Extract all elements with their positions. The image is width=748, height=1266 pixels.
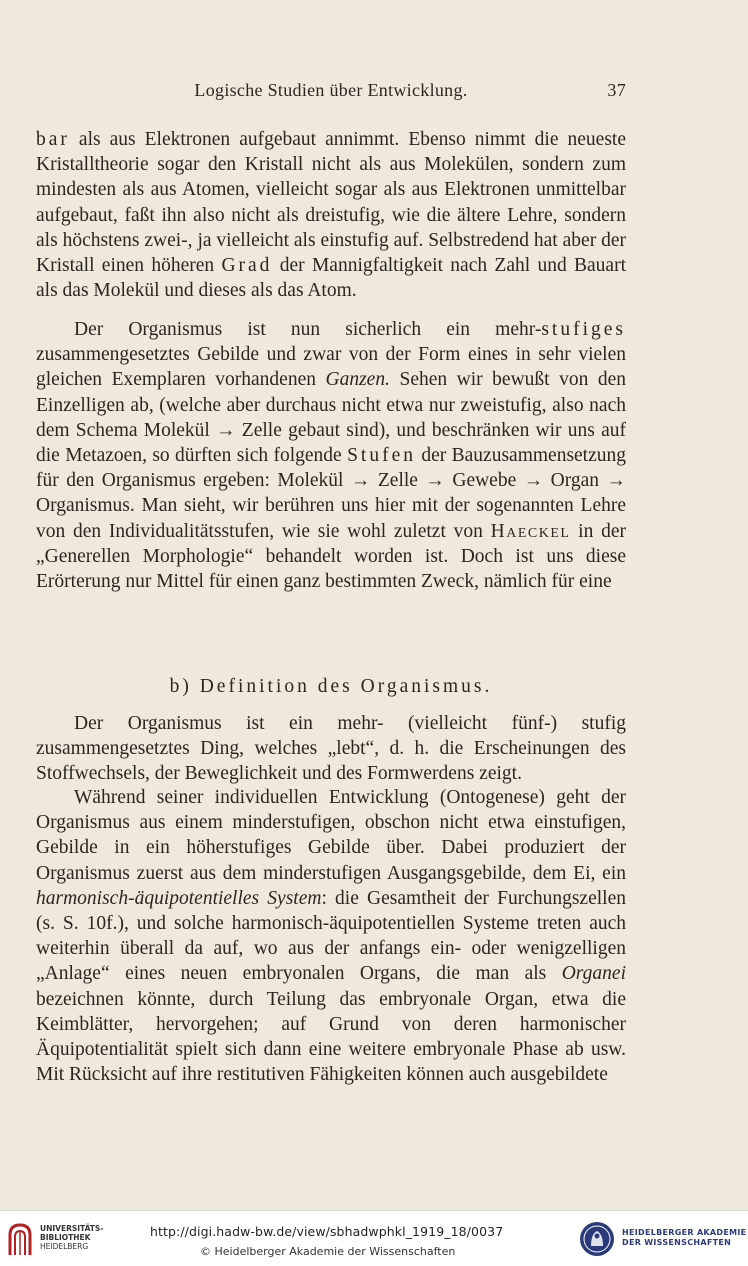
paragraph-3 <box>36 711 626 787</box>
academy-line-2: DER WISSENSCHAFTEN <box>622 1238 732 1247</box>
para2-text-d: der Bauzusammensetzung für den Organismus ergeben: Molekül → Zelle → Gewebe → Organ → Organismus. Man sieht, wir berühren uns hier mit der sogenannten Lehre von den Individualitätsstufen, wie sie wohl zuletzt von <box>36 445 627 542</box>
spaced-word-grad: Grad <box>221 255 273 277</box>
italic-system: harmonisch-äquipotentielles System <box>36 887 322 909</box>
university-line-3: HEIDELBERG <box>40 1242 89 1251</box>
italic-organei: Organei <box>561 963 626 985</box>
permalink-url[interactable]: http://digi.hadw-bw.de/view/sbhadwphkl_1919_18/0037 <box>150 1224 504 1239</box>
academy-line-1: HEIDELBERGER AKADEMIE <box>622 1228 747 1237</box>
university-line-1: UNIVERSITÄTS- <box>40 1224 104 1233</box>
para4-text-b: : die Gesamtheit der Furchungszellen (s. S. 10f.), und solche harmonisch-äquipotentiellen Systeme treten auch weiterhin überall da auf, wo aus der anfangs ein- oder wenigzelligen „Anlage“ eines neuen embryonalen Organs, die man als <box>36 887 626 985</box>
para4-text-c: bezeichnen könnte, durch Teilung das embryonale Organ, etwa die Keimblätter, hervorgehen; auf Grund von deren harmonischer Äquipotentialität spielt sich dann eine weitere embryonale Phase ab usw. Mit Rücksicht auf ihre restitutiven Fähigkeiten können auch ausgebildete <box>36 988 626 1086</box>
para4-text-a: Während seiner individuellen Entwicklung (Ontogenese) geht der Organismus aus einem minderstufigen, obschon nicht etwa einstufigen, Gebilde in ein höherstufiges Gebilde über. Dabei produziert der Organismus zuerst aus dem minderstufigen Ausgangsgebilde, dem Ei, ein <box>36 787 626 884</box>
university-library-logo-icon <box>6 1221 34 1257</box>
italic-ganzen: Ganzen. <box>325 369 390 391</box>
smallcaps-haeckel: Haeckel <box>490 520 571 542</box>
para2-text-e: in der „Generellen Morphologie“ behandelt worden ist. Doch ist uns diese Erörterung nur Mittel für einen ganz bestimmten Zweck, nämlich für eine <box>36 520 626 593</box>
copyright-notice: © Heidelberger Akademie der Wissenschaften <box>200 1245 456 1258</box>
academy-name <box>622 1228 746 1248</box>
para2-text-c: Sehen wir bewußt von den Einzelligen ab, (welche aber durchaus nicht etwa nur zweistufig, also nach dem Schema Molekül → Zelle gebaut sind), und beschränken wir uns auf die Metazoen, so dürften sich folgende <box>36 369 626 467</box>
academy-seal-icon <box>578 1220 616 1258</box>
para3-text: Der Organismus ist ein mehr- (vielleicht fünf-) stufig zusammengesetztes Ding, welches „lebt“, d. h. die Erscheinungen des Stoffwechsels, der Beweglichkeit und des Formwerdens zeigt. <box>36 713 626 785</box>
paragraph-2 <box>36 317 626 594</box>
spaced-word-stufen: Stufen <box>347 445 416 467</box>
para1-text-b: der Mannigfaltigkeit nach Zahl und Bauart als das Molekül und dieses als das Atom. <box>36 255 626 302</box>
running-head <box>36 80 626 104</box>
page-number: 37 <box>607 80 626 100</box>
para2-text-a: Der Organismus ist nun sicherlich ein mehr- <box>74 319 542 340</box>
spaced-word-bar: bar <box>36 129 70 150</box>
paragraph-4 <box>36 785 626 1087</box>
spaced-word-stufiges: stufiges <box>541 319 626 340</box>
running-head-title: Logische Studien über Entwicklung. <box>194 80 468 100</box>
university-library-name <box>40 1224 103 1251</box>
paragraph-1 <box>36 127 626 303</box>
footer-bar <box>0 1210 748 1266</box>
para1-text-a: als aus Elektronen aufgebaut annimmt. Ebenso nimmt die neueste Kristalltheorie sogar den Kristall nicht als aus Molekülen, sondern zum mindesten als aus Atomen, vielleicht sogar als aus Elektronen unmittelbar aufgebaut, faßt ihn also nicht als dreistufig, wie die ältere Lehre, sondern als höchstens zwei-, ja vielleicht als einstufig auf. Selbstredend hat aber der Kristall einen höheren <box>36 129 626 277</box>
section-heading: b) Definition des Organismus. <box>169 676 493 697</box>
university-line-2: BIBLIOTHEK <box>40 1233 91 1242</box>
para2-text-b: zusammengesetztes Gebilde und zwar von der Form eines in sehr vielen gleichen Exemplaren vorhandenen <box>36 344 626 391</box>
